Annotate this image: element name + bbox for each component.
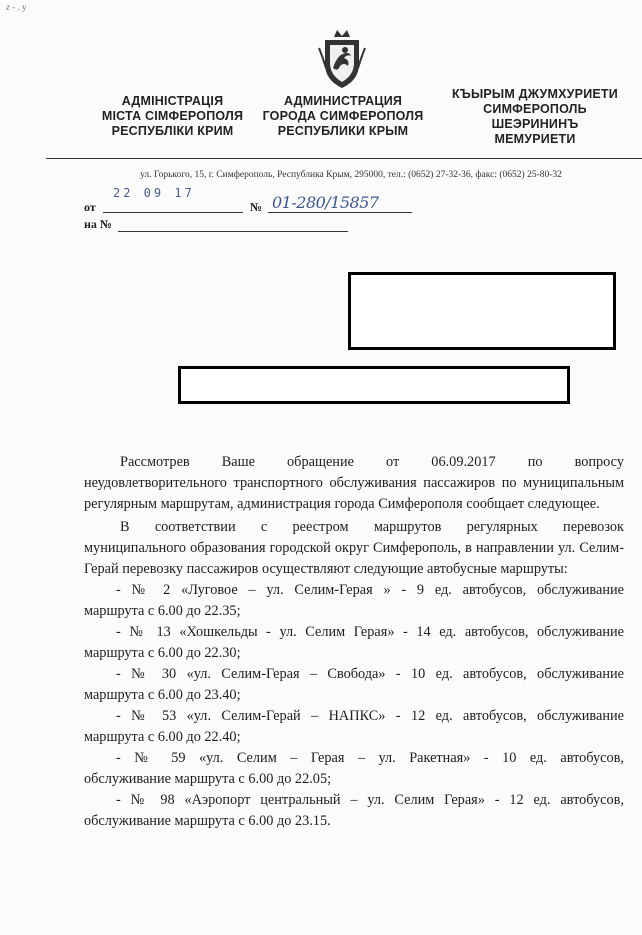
address-line: ул. Горького, 15, г. Симферополь, Республика Крым, 295000, тел.: (0652) 27-32-36, факс: (0652) 25-80-32: [140, 170, 562, 180]
redacted-recipient-box: [348, 272, 616, 350]
header-russian: АДМИНИСТРАЦИЯ ГОРОДА СИМФЕРОПОЛЯ РЕСПУБЛИКИ КРЫМ: [262, 94, 424, 138]
number-underline: [268, 212, 412, 213]
corner-marks: z - . y: [6, 2, 27, 12]
paragraph-intro: Рассмотрев Ваше обращение от 06.09.2017 по вопросу неудовлетворительного транспортного обслуживания пассажиров по муниципальным регулярным маршрутам, администрация города Симферополя сообщает следующее.: [84, 454, 624, 512]
redacted-salutation-box: [178, 366, 570, 404]
header-crimean-tatar: КЪЫРЫМ ДЖУМХУРИЕТИ СИМФЕРОПОЛЬ ШЕЭРИНИНЪ МЕМУРИЕТИ: [452, 87, 618, 146]
header-ukrainian: АДМІНІСТРАЦІЯ МІСТА СІМФЕРОПОЛЯ РЕСПУБЛІКИ КРИМ: [101, 94, 244, 138]
route-item: - № 30 «ул. Селим-Герая – Свобода» - 10 ед. автобусов, обслуживание маршрута с 6.00 до 23.40;: [84, 666, 624, 703]
registration-date: 22 09 17: [113, 186, 195, 200]
in-reply-label: на №: [84, 217, 112, 231]
header-divider: [46, 158, 642, 159]
crimea-coat-of-arms-icon: [317, 28, 367, 90]
route-item: - № 98 «Аэропорт центральный – ул. Селим Герая» - 12 ед. автобусов, обслуживание маршрута с 6.00 до 23.15.: [84, 792, 624, 829]
route-item: - № 13 «Хошкельды - ул. Селим Герая» - 14 ед. автобусов, обслуживание маршрута с 6.00 до 22.30;: [84, 624, 624, 661]
route-item: - № 59 «ул. Селим – Герая – ул. Ракетная» - 10 ед. автобусов, обслуживание маршрута с 6.00 до 22.05;: [84, 750, 624, 787]
route-item: - № 2 «Луговое – ул. Селим-Герая » - 9 ед. автобусов, обслуживание маршрута с 6.00 до 22.35;: [84, 582, 624, 619]
letter-body: [84, 452, 624, 832]
from-label: от: [84, 200, 96, 214]
number-sign: №: [250, 200, 263, 214]
reply-underline: [118, 231, 348, 232]
registration-number: 01-280/15857: [272, 193, 379, 212]
paragraph-registry: В соответствии с реестром маршрутов регулярных перевозок муниципального образования городской округ Симферополь, в направлении ул. Селим-Герай перевозку пассажиров осуществляют следующие автобусные маршруты:: [84, 519, 624, 577]
date-underline: [103, 212, 243, 213]
route-item: - № 53 «ул. Селим-Герай – НАПКС» - 12 ед. автобусов, обслуживание маршрута с 6.00 до 22.40;: [84, 708, 624, 745]
